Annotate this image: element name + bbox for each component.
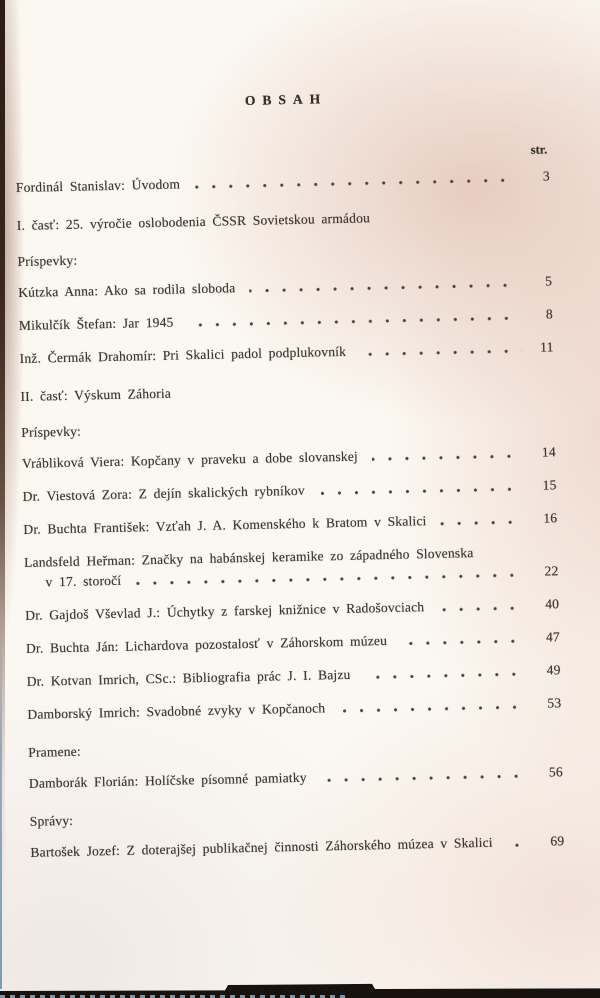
toc-section-heading: [21, 406, 555, 443]
heading-text: Pramene:: [28, 743, 82, 760]
entry-text: Dr. Gajdoš Vševlad J.: Úchytky z farskej knižnice v Radošovciach: [25, 599, 425, 623]
heading-text: I. časť: 25. výročie oslobodenia ČSSR Sovietskou armádou: [16, 210, 371, 233]
dot-leader: [365, 671, 529, 681]
entry-text-line2: v 17. storočí: [45, 572, 122, 590]
entry-page-number: 53: [547, 695, 562, 711]
entry-text: Dr. Kotvan Imrich, CSc.: Bibliografia prác J. I. Bajzu: [26, 666, 351, 689]
toc-entry-two-line: [24, 541, 559, 593]
toc-entry: [16, 166, 550, 198]
entry-page-number: 69: [550, 833, 565, 849]
toc-section-heading: [17, 235, 551, 272]
entry-text: Vrábliková Viera: Kopčany v praveku a dobe slovanskej: [21, 448, 359, 471]
toc-entry: [19, 337, 553, 369]
entry-page-number: 16: [543, 510, 558, 526]
entry-page-number: 8: [545, 306, 553, 322]
entry-text: Damborský Imrich: Svadobné zvyky v Kopčanoch: [27, 700, 326, 722]
entry-text: Fordinál Stanislav: Úvodom: [15, 176, 181, 195]
dot-leader: [249, 282, 520, 294]
entry-text: Mikulčík Štefan: Jar 1945: [18, 314, 174, 333]
dot-leader: [441, 519, 526, 527]
entry-page-number: 22: [544, 563, 559, 579]
toc-section-heading: [20, 370, 554, 407]
entry-text-line1: Landsfeld Heřman: Značky na habánskej keramike zo západného Slovenska: [23, 545, 474, 570]
toc-entry: [27, 660, 561, 692]
dot-leader: [188, 315, 521, 328]
toc-entry: [27, 693, 561, 725]
heading-text: Správy:: [29, 812, 74, 829]
entry-page-number: 3: [542, 168, 550, 184]
toc-entry: [29, 762, 563, 794]
dot-leader: [194, 177, 518, 190]
dot-leader: [360, 348, 522, 358]
dot-leader: [507, 842, 533, 849]
entry-page-number: 56: [548, 764, 563, 780]
entry-text: Inž. Čermák Drahomír: Pri Skalici padol podplukovník: [19, 343, 347, 366]
toc-entry: [25, 594, 559, 626]
toc-entry: [26, 627, 560, 659]
page-title: OBSAH: [244, 91, 328, 108]
toc-section-heading: [29, 795, 563, 832]
toc-section-heading: [16, 199, 550, 236]
entry-page-number: 11: [539, 339, 554, 355]
dot-leader: [135, 572, 526, 587]
heading-text: II. časť: Výskum Záhoria: [20, 385, 172, 404]
entry-page-number: 49: [546, 662, 561, 678]
entry-page-number: 40: [545, 596, 560, 612]
heading-text: Príspevky:: [21, 423, 82, 440]
dot-leader: [372, 453, 524, 462]
entry-text: Dr. Buchta František: Vzťah J. A. Komenského k Bratom v Skalici: [23, 513, 427, 537]
entry-text: Kútzka Anna: Ako sa rodila sloboda: [18, 280, 236, 300]
entry-page-number: 5: [544, 273, 553, 289]
entry-text: Bartošek Jozef: Z doterajšej publikačnej činnosti Záhorského múzea v Skalici: [30, 834, 493, 860]
scan-left-blue-artifact: [0, 619, 2, 989]
toc-content: [12, 0, 575, 876]
dot-leader: [319, 486, 525, 496]
toc-entry: [22, 475, 556, 507]
entry-text: Damborák Florián: Holíčske písomné pamiatky: [28, 769, 307, 791]
dot-leader: [438, 605, 527, 613]
toc-entry: [18, 271, 552, 303]
heading-text: Príspevky:: [17, 252, 78, 269]
entry-page-number: 47: [545, 629, 561, 645]
toc-section-heading: [28, 726, 562, 763]
page-number-column-header: str.: [530, 142, 548, 157]
entry-page-number: 14: [541, 444, 557, 460]
toc-entry: [23, 508, 557, 540]
dot-leader: [321, 773, 531, 784]
toc-entry: [19, 304, 553, 336]
toc-entry: [30, 831, 564, 863]
entry-page-number: 15: [542, 477, 557, 493]
dot-leader: [339, 704, 529, 714]
toc-rows: [16, 166, 575, 863]
dot-leader: [401, 638, 528, 647]
entry-text: Dr. Viestová Zora: Z dejín skalických rybníkov: [22, 482, 306, 504]
entry-text: Dr. Buchta Ján: Lichardova pozostalosť v Záhorskom múzeu: [25, 633, 388, 656]
toc-entry: [22, 442, 556, 474]
